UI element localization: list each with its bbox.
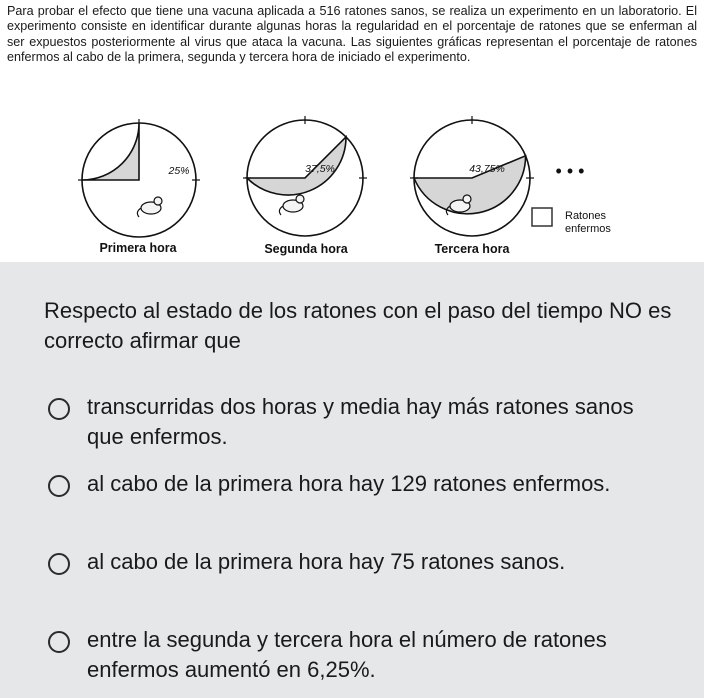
pie-charts bbox=[0, 0, 704, 262]
mouse-head bbox=[463, 195, 471, 203]
legend-label-line2: enfermos bbox=[565, 223, 611, 235]
radio-button[interactable] bbox=[48, 553, 70, 575]
legend-label-line1: Ratones bbox=[565, 210, 606, 222]
intro-paragraph: Para probar el efecto que tiene una vacuna aplicada a 516 ratones sanos, se realiza un experimento en un laboratorio. El experimento consiste en identificar durante algunas horas la regularidad en el porcentaje de ratones que se enferman al ser expuestos posteriormente al virus que ataca la vacuna. Las siguientes gráficas representan el porcentaje de ratones enfermos al cabo de la primera, segunda y tercera hora de iniciado el experimento. bbox=[7, 4, 697, 65]
continuation-dots: • • • bbox=[555, 161, 585, 181]
radio-button[interactable] bbox=[48, 631, 70, 653]
caption-primera-hora: Primera hora bbox=[99, 241, 177, 255]
pie-percent-label: 25% bbox=[168, 165, 190, 177]
option-label: transcurridas dos horas y media hay más ratones sanos que enfermos. bbox=[87, 394, 634, 449]
legend-swatch bbox=[532, 208, 552, 226]
radio-button[interactable] bbox=[48, 475, 70, 497]
caption-segunda-hora: Segunda hora bbox=[264, 242, 348, 256]
mouse-head bbox=[296, 195, 304, 203]
mouse-head bbox=[154, 197, 162, 205]
caption-tercera-hora: Tercera hora bbox=[434, 242, 510, 256]
pie-tercera-hora bbox=[410, 116, 534, 236]
pie-percent-label: 37,5% bbox=[305, 163, 335, 175]
option-label: al cabo de la primera hora hay 129 ratones enfermos. bbox=[87, 471, 611, 496]
pie-percent-label: 43,75% bbox=[469, 163, 505, 175]
question-text: Respecto al estado de los ratones con el paso del tiempo NO es correcto afirmar que bbox=[44, 298, 672, 353]
pie-primera-hora bbox=[78, 119, 200, 237]
figure-panel bbox=[0, 0, 704, 262]
pie-segunda-hora bbox=[243, 116, 367, 236]
option-label: al cabo de la primera hora hay 75 ratones sanos. bbox=[87, 549, 566, 574]
radio-button[interactable] bbox=[48, 398, 70, 420]
option-label: entre la segunda y tercera hora el número de ratones enfermos aumentó en 6,25%. bbox=[87, 627, 607, 682]
